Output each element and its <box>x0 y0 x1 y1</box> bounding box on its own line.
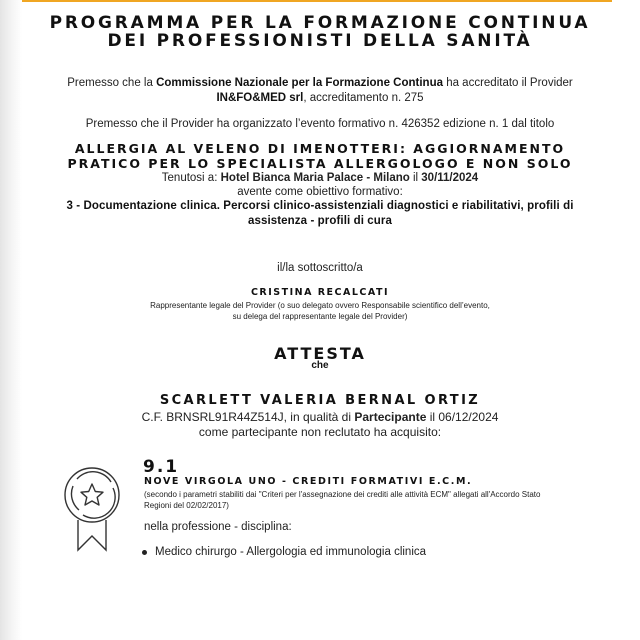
provider-intro-middle: ha accreditato il Provider <box>443 77 573 89</box>
credits-note-line2: Regioni del 02/02/2017) <box>144 501 229 510</box>
event-title-line1: ALLERGIA AL VELENO DI IMENOTTERI: AGGIORNAMENTO <box>74 141 566 156</box>
credits-in-words: NOVE VIRGOLA UNO - CREDITI FORMATIVI E.C.M. <box>144 476 473 487</box>
event-venue: Hotel Bianca Maria Palace - Milano <box>220 172 410 184</box>
commission-name: Commissione Nazionale per la Formazione Continua <box>156 77 443 89</box>
credits-value: 9.1 <box>143 457 180 477</box>
award-ribbon-star-icon <box>63 466 121 552</box>
participant-name: SCARLETT VALERIA BERNAL ORTIZ <box>159 393 481 408</box>
attestation-subheading: che <box>311 360 329 371</box>
participant-fiscal-code: C.F. BRNSRL91R44Z514J, in qualità di <box>141 410 355 424</box>
acquired-statement: come partecipante non reclutato ha acquisito: <box>198 425 442 439</box>
program-title-line1: PROGRAMMA PER LA FORMAZIONE CONTINUA <box>49 13 591 33</box>
objective-label: avente come obiettivo formativo: <box>237 186 403 198</box>
attestation-heading: ATTESTA <box>274 344 366 363</box>
credits-note-line1: (secondo i parametri stabiliti dai "Criteri per l'assegnazione dei crediti alle attività ECM" allegati all'Accordo Stato <box>144 490 541 499</box>
credits-note <box>144 489 594 511</box>
signer-role <box>0 300 640 322</box>
program-title <box>0 14 640 50</box>
event-date: 30/11/2024 <box>421 172 479 184</box>
objective-line2: assistenza - profili di cura <box>247 215 393 227</box>
signer-role-line1: Rappresentante legale del Provider (o suo delegato ovvero Responsabile scientifico dell’evento, <box>150 301 490 310</box>
bullet-icon <box>142 550 147 555</box>
signer-role-line2: su delega del rappresentante legale del Provider) <box>232 312 408 321</box>
accreditation-number: , accreditamento n. 275 <box>303 92 424 104</box>
discipline-text: Medico chirurgo - Allergologia ed immunologia clinica <box>155 546 427 558</box>
participant-role: Partecipante <box>354 410 427 424</box>
participant-details <box>0 410 640 424</box>
program-title-line2: DEI PROFESSIONISTI DELLA SANITÀ <box>107 31 533 51</box>
provider-intro-prefix: Premesso che la <box>67 77 157 89</box>
signer-label: il/la sottoscritto/a <box>277 262 363 274</box>
event-location <box>0 171 640 185</box>
discipline-list-item <box>142 546 426 558</box>
event-title <box>0 141 640 171</box>
provider-intro <box>0 76 640 106</box>
participant-date: il 06/12/2024 <box>426 410 499 424</box>
provider-name: IN&FO&MED srl <box>216 92 304 104</box>
signer-name: CRISTINA RECALCATI <box>250 287 390 298</box>
date-connector: il <box>409 172 422 184</box>
profession-label: nella professione - disciplina: <box>144 521 292 533</box>
educational-objective <box>0 199 640 229</box>
event-title-line2: PRATICO PER LO SPECIALISTA ALLERGOLOGO E NON SOLO <box>67 156 573 171</box>
event-intro: Premesso che il Provider ha organizzato l’evento formativo n. 426352 edizione n. 1 dal titolo <box>85 118 555 130</box>
held-at-label: Tenutosi a: <box>161 172 221 184</box>
objective-line1: 3 - Documentazione clinica. Percorsi clinico-assistenziali diagnostici e riabilitativi, profili di <box>66 200 574 212</box>
